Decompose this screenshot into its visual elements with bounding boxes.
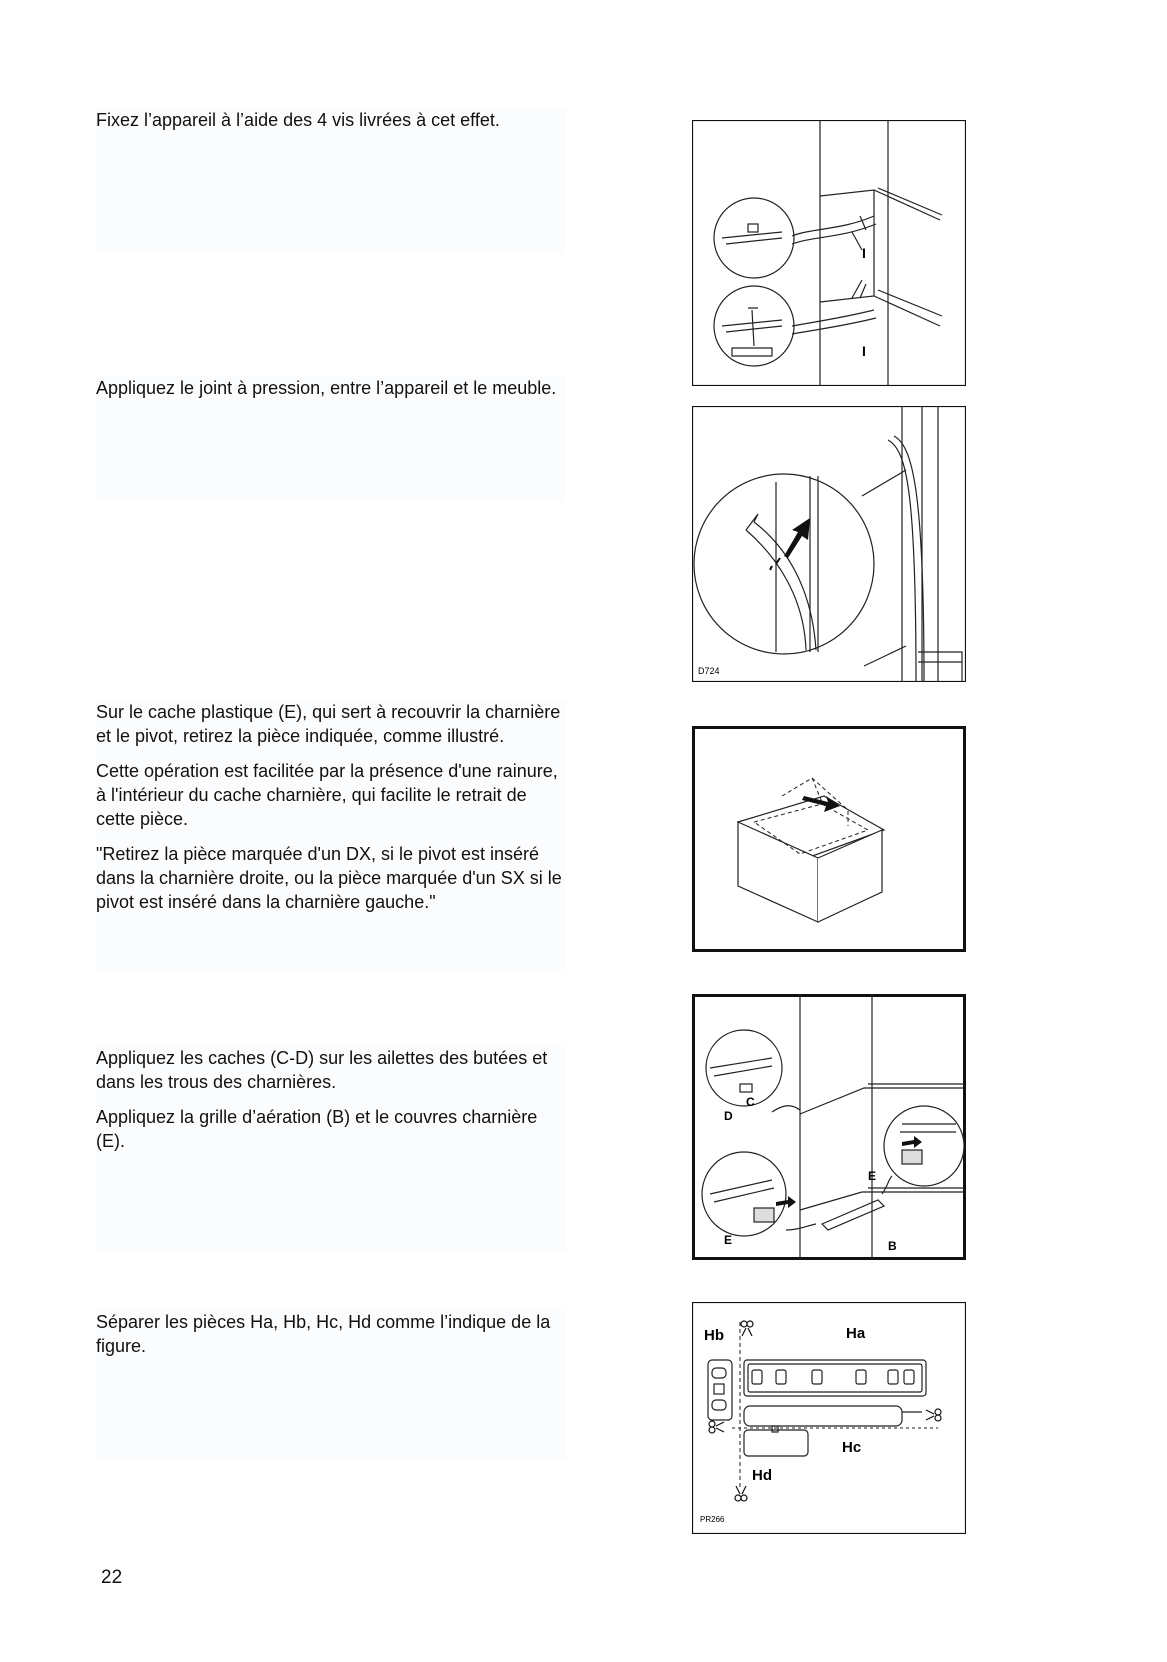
- figure-label-e-left: E: [724, 1233, 733, 1247]
- figure-seal-joint: [692, 406, 966, 682]
- instruction-block-2: [96, 376, 566, 502]
- instruction-text: Appliquez les caches (C-D) sur les ailettes des butées et dans les trous des charnières.: [96, 1048, 548, 1092]
- figure-screw-fixing: [692, 120, 966, 386]
- figure-plastic-cover: [692, 726, 966, 952]
- instruction-block-1: [96, 108, 566, 254]
- figure-label-e-right: E: [868, 1169, 877, 1183]
- figure-code: D724: [698, 666, 720, 676]
- instruction-text: Appliquez le joint à pression, entre l’appareil et le meuble.: [96, 378, 557, 398]
- instruction-text: Appliquez la grille d’aération (B) et le couvres charnière (E).: [96, 1107, 538, 1151]
- page-number: 22: [101, 1567, 123, 1588]
- instruction-text: Séparer les pièces Ha, Hb, Hc, Hd comme l’indique de la figure.: [96, 1312, 551, 1356]
- instruction-text: Sur le cache plastique (E), qui sert à recouvrir la charnière et le pivot, retirez la pièce indiquée, comme illustré.: [96, 702, 561, 746]
- instruction-text: Cette opération est facilitée par la présence d'une rainure, à l'intérieur du cache charnière, qui facilite le retrait de cette pièce.: [96, 761, 558, 829]
- instruction-block-3: [96, 700, 566, 970]
- instruction-block-4: [96, 1046, 566, 1252]
- figure-label-d: D: [724, 1109, 733, 1123]
- instruction-block-5: [96, 1310, 566, 1460]
- figure-label-hd: Hd: [752, 1467, 772, 1484]
- figure-separate-parts: [692, 1302, 966, 1534]
- figure-code: PR266: [700, 1515, 725, 1524]
- figure-label-ha: Ha: [846, 1325, 866, 1342]
- figure-label-b: B: [888, 1239, 897, 1253]
- instruction-text: Fixez l’appareil à l’aide des 4 vis livrées à cet effet.: [96, 110, 500, 130]
- figure-label-i-top: I: [862, 245, 866, 261]
- figure-label-c: C: [746, 1095, 755, 1109]
- figure-hinge-covers: [692, 994, 966, 1260]
- instruction-text: "Retirez la pièce marquée d'un DX, si le pivot est inséré dans la charnière droite, ou la pièce marquée d'un SX si le pivot est inséré dans la charnière gauche.": [96, 844, 562, 912]
- figure-label-i-bottom: I: [862, 343, 866, 359]
- figure-label-hc: Hc: [842, 1439, 862, 1456]
- figure-label-hb: Hb: [704, 1327, 724, 1344]
